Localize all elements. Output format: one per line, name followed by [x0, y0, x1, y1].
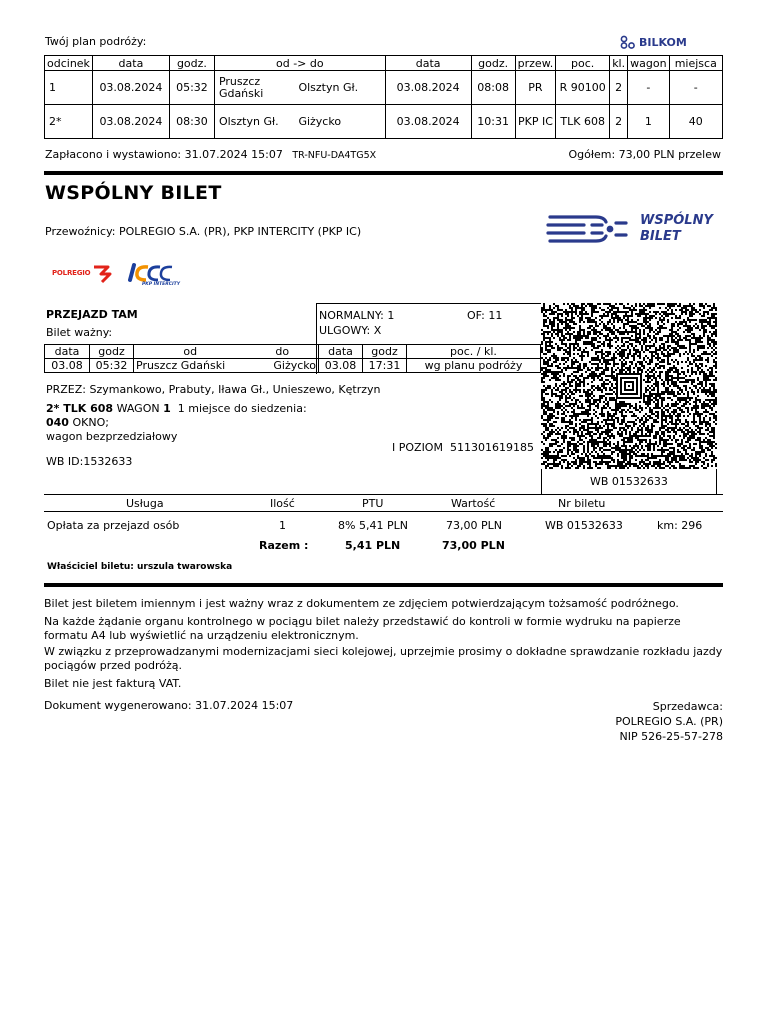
divider-bottom [44, 583, 723, 587]
seat-train: 2* TLK 608 [46, 402, 114, 415]
wb-id: WB ID:1532633 [46, 455, 133, 468]
ticket-divider-top [316, 303, 541, 304]
generated-date: 31.07.2024 15:07 [195, 699, 294, 712]
seat-info [46, 402, 307, 444]
from-station: Olsztyn Gł. [214, 105, 294, 139]
col-class: kl. [610, 56, 628, 71]
col-time: godz. [169, 56, 214, 71]
seg-train: wg planu podróży [407, 359, 541, 373]
wagon: - [628, 71, 669, 105]
bilkom-icon [620, 35, 636, 49]
booking-code: TR-NFU-DA4TG5X [292, 150, 377, 161]
paid-label: Zapłacono i wystawiono: [45, 148, 182, 161]
svc-ticket: WB 01532633 [545, 519, 623, 532]
wspolny-logo-line2: BILET [640, 229, 681, 244]
bilkom-text: BILKOM [639, 35, 687, 49]
ticket-owner: Właściciel biletu: urszula twarowska [47, 562, 233, 572]
train: R 90100 [556, 71, 610, 105]
seller-name: POLREGIO S.A. (PR) [615, 715, 723, 728]
aztec-bullseye-fill [628, 385, 630, 387]
segment: 2* [45, 105, 93, 139]
wspolny-logo-graphic [546, 212, 638, 248]
svc-head-vat: PTU [362, 497, 384, 510]
svc-qty: 1 [279, 519, 286, 532]
note-4: Bilet nie jest fakturą VAT. [44, 677, 182, 690]
seg-head-train: poc. / kl. [407, 345, 541, 359]
seats: 40 [669, 105, 722, 139]
svc-total-label: Razem : [259, 539, 309, 552]
level-number: 511301619185 [449, 441, 534, 454]
seat-wagon-label: WAGON [116, 402, 160, 415]
level-label: I POZIOM [392, 441, 443, 454]
segment-table [44, 344, 541, 373]
seg-head-time: godz [90, 345, 134, 359]
dep-date: 03.08.2024 [92, 105, 169, 139]
carrier: PKP IC [515, 105, 556, 139]
seller-info [615, 699, 723, 744]
seat-text: 1 miejsce do siedzenia: [177, 402, 307, 415]
generated-label: Dokument wygenerowano: [44, 699, 192, 712]
class: 2 [610, 71, 628, 105]
segment-header-row [45, 345, 541, 359]
aztec-code-icon [541, 303, 717, 469]
polregio-mark-icon [92, 264, 114, 284]
svc-value: 73,00 PLN [446, 519, 502, 532]
carriers-info: Przewoźnicy: POLREGIO S.A. (PR), PKP INTERCITY (PKP IC) [45, 225, 362, 238]
reduced-count: ULGOWY: X [319, 324, 382, 337]
plan-row-1 [45, 71, 723, 105]
dep-time: 05:32 [169, 71, 214, 105]
of-code: OF: 11 [467, 309, 503, 322]
col-arr-time: godz. [471, 56, 515, 71]
from-station: Pruszcz Gdański [214, 71, 294, 105]
bilkom-logo [620, 35, 687, 49]
seg-time: 05:32 [90, 359, 134, 373]
generated-info [44, 699, 293, 712]
note-1: Bilet jest biletem imiennym i jest ważny wraz z dokumentem ze zdjęciem potwierdzającym tożsamość podróżnego. [44, 597, 679, 610]
svc-total-value: 73,00 PLN [442, 539, 505, 552]
train: TLK 608 [556, 105, 610, 139]
direction-label: PRZEJAZD TAM [46, 308, 138, 321]
plan-table [44, 55, 723, 139]
wagon-type: wagon bezprzedziałowy [46, 430, 178, 443]
svc-vat [338, 519, 408, 532]
col-segment: odcinek [45, 56, 93, 71]
col-train: poc. [556, 56, 610, 71]
svc-head-value: Wartość [451, 497, 496, 510]
polregio-logo: POLREGIO [52, 269, 91, 277]
valid-label: Bilet ważny: [46, 326, 113, 339]
plan-row-2 [45, 105, 723, 139]
seg-from: Pruszcz Gdański [134, 359, 247, 373]
paid-date: 31.07.2024 15:07 [184, 148, 283, 161]
svc-line-mid [44, 511, 723, 512]
svc-km: km: 296 [657, 519, 703, 532]
seg-head-to: do [247, 345, 319, 359]
seg-arr-time: 17:31 [363, 359, 407, 373]
note-3: W związku z przeprowadzanymi modernizacjami sieci kolejowej, uprzejmie prosimy o dokładne sprawdzanie rozkładu jazdy pociągów przed podróżą. [44, 645, 723, 672]
svc-total-vat: 5,41 PLN [345, 539, 401, 552]
plan-header-row [45, 56, 723, 71]
dep-time: 08:30 [169, 105, 214, 139]
qr-caption: WB 01532633 [590, 475, 668, 488]
arr-time: 08:08 [471, 71, 515, 105]
via-stations: PRZEZ: Szymankowo, Prabuty, Iława Gł., Unieszewo, Kętrzyn [46, 383, 381, 396]
col-route: od -> do [214, 56, 385, 71]
seat-number: 040 [46, 416, 69, 429]
svc-service: Opłata za przejazd osób [47, 519, 180, 532]
svc-vat-rate: 8% [338, 519, 356, 532]
total-amount: Ogółem: 73,00 PLN przelew [568, 148, 721, 161]
seat-type: OKNO; [72, 416, 109, 429]
paid-info [45, 148, 376, 161]
wagon: 1 [628, 105, 669, 139]
col-seats: miejsca [669, 56, 722, 71]
seats: - [669, 71, 722, 105]
seg-arr-date: 03.08 [319, 359, 363, 373]
level-info [392, 441, 534, 454]
to-station: Olsztyn Gł. [294, 71, 385, 105]
seat-wagon: 1 [163, 402, 171, 415]
dep-date: 03.08.2024 [92, 71, 169, 105]
svc-head-ticket: Nr biletu [558, 497, 606, 510]
plan-label: Twój plan podróży: [45, 35, 147, 48]
seg-head-from: od [134, 345, 247, 359]
arr-time: 10:31 [471, 105, 515, 139]
col-carrier: przew. [515, 56, 556, 71]
seg-to: Giżycko [247, 359, 319, 373]
col-wagon: wagon [628, 56, 669, 71]
wspolny-logo-line1: WSPÓLNY [640, 213, 713, 228]
class: 2 [610, 105, 628, 139]
arr-date: 03.08.2024 [385, 71, 471, 105]
seg-head-arr-time: godz [363, 345, 407, 359]
to-station: Giżycko [294, 105, 385, 139]
svc-head-service: Usługa [126, 497, 164, 510]
arr-date: 03.08.2024 [385, 105, 471, 139]
segment-value-row [45, 359, 541, 373]
wspolny-bilet-logo [546, 212, 718, 248]
svc-line-top [44, 494, 723, 495]
svc-vat-amount: 5,41 PLN [358, 519, 408, 532]
carrier-logos [50, 262, 190, 290]
wspolny-logo-text [640, 213, 713, 245]
seller-nip: NIP 526-25-57-278 [619, 730, 723, 743]
seg-date: 03.08 [45, 359, 90, 373]
note-2: Na każde żądanie organu kontrolnego w pociągu bilet należy przedstawić do kontroli w formie wydruku na papierze formatu A4 lub wyświetlić na urządzeniu elektronicznym. [44, 615, 681, 642]
col-arr-date: data [385, 56, 471, 71]
col-date: data [92, 56, 169, 71]
ticket-title: WSPÓLNY BILET [45, 182, 222, 204]
divider-top [44, 171, 723, 175]
segment: 1 [45, 71, 93, 105]
seg-head-date: data [45, 345, 90, 359]
seller-label: Sprzedawca: [652, 700, 723, 713]
intercity-logo-text: PKP INTERCITY [142, 282, 181, 287]
normal-count: NORMALNY: 1 [319, 309, 395, 322]
svc-head-qty: Ilość [270, 497, 295, 510]
carrier: PR [515, 71, 556, 105]
seg-head-arr-date: data [319, 345, 363, 359]
